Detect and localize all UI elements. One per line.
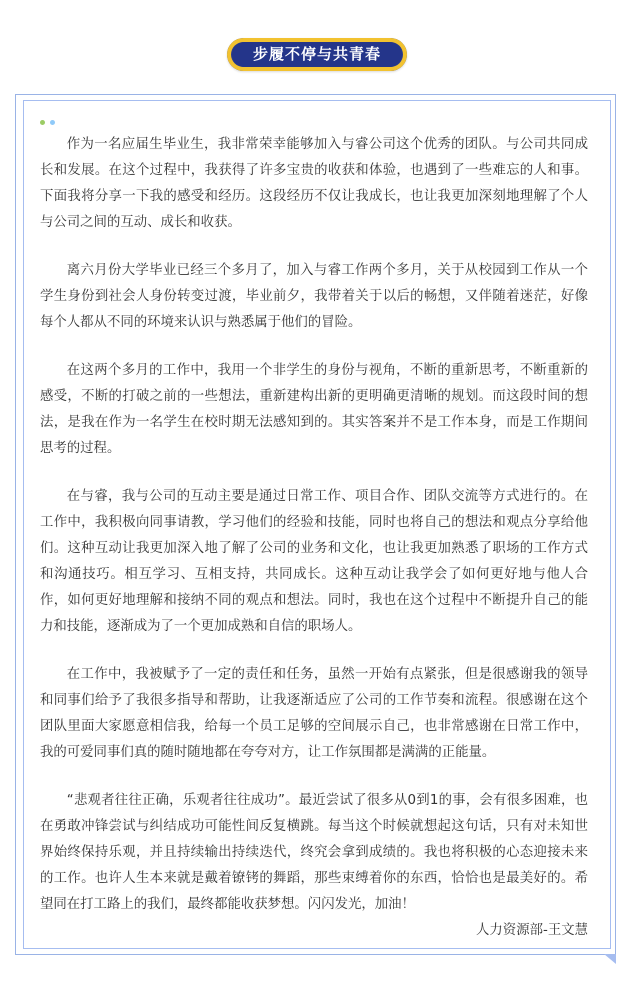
- author-signature: 人力资源部-王文慧: [476, 923, 588, 938]
- paragraph-6: “悲观者往往正确，乐观者往往成功”。最近尝试了很多从0到1的事，会有很多困难，也在勇敢冲锋尝试与纠结成功可能性间反复横跳。每当这个时候就想起这句话，只有对未知世界始终保持乐观，并且持续输出持续迭代，终究会拿到成绩的。我也将积极的心态迎接未来的工作。也许人生本来就是戴着镣铐的舞蹈，那些束缚着你的东西，恰恰也是最美好的。希望同在打工路上的我们，最终都能收获梦想。闪闪发光，加油！: [40, 793, 588, 912]
- paragraph-1: 作为一名应届生毕业生，我非常荣幸能够加入与睿公司这个优秀的团队。与公司共同成长和发展。在这个过程中，我获得了许多宝贵的收获和体验，也遇到了一些难忘的人和事。下面我将分享一下我的感受和经历。这段经历不仅让我成长，也让我更加深刻地理解了个人与公司之间的互动、成长和收获。: [40, 137, 588, 230]
- blue-dot-icon: [50, 120, 55, 125]
- title-badge: [227, 38, 407, 71]
- paragraph-4: 在与睿，我与公司的互动主要是通过日常工作、项目合作、团队交流等方式进行的。在工作中，我积极向同事请教，学习他们的经验和技能，同时也将自己的想法和观点分享给他们。这种互动让我更加深入地了解了公司的业务和文化，也让我更加熟悉了职场的工作方式和沟通技巧。相互学习、互相支持，共同成长。这种互动让我学会了如何更好地与他人合作，如何更好地理解和接纳不同的观点和想法。同时，我也在这个过程中不断提升自己的能力和技能，逐渐成为了一个更加成熟和自信的职场人。: [40, 489, 588, 634]
- green-dot-icon: [40, 120, 45, 125]
- page-title: 步履不停与共青春: [252, 45, 381, 63]
- article-body: [40, 132, 588, 944]
- paragraph-5: 在工作中，我被赋予了一定的责任和任务，虽然一开始有点紧张，但是很感谢我的领导和同事们给予了我很多指导和帮助，让我逐渐适应了公司的工作节奏和流程。很感谢在这个团队里面大家愿意相信我，给每一个员工足够的空间展示自己，也非常感谢在日常工作中，我的可爱同事们真的随时随地都在夸夸对方，让工作氛围都是满满的正能量。: [40, 667, 588, 760]
- decorative-dots: [40, 120, 60, 126]
- corner-triangle-decoration: [604, 954, 616, 964]
- paragraph-2: 离六月份大学毕业已经三个多月了，加入与睿工作两个多月，关于从校园到工作从一个学生身份到社会人身份转变过渡，毕业前夕，我带着关于以后的畅想，又伴随着迷茫，好像每个人都从不同的环境来认识与熟悉属于他们的冒险。: [40, 263, 588, 330]
- paragraph-3: 在这两个多月的工作中，我用一个非学生的身份与视角，不断的重新思考，不断重新的感受，不断的打破之前的一些想法，重新建构出新的更明确更清晰的规划。而这段时间的想法，是我在作为一名学生在校时期无法感知到的。其实答案并不是工作本身，而是工作期间思考的过程。: [40, 363, 588, 456]
